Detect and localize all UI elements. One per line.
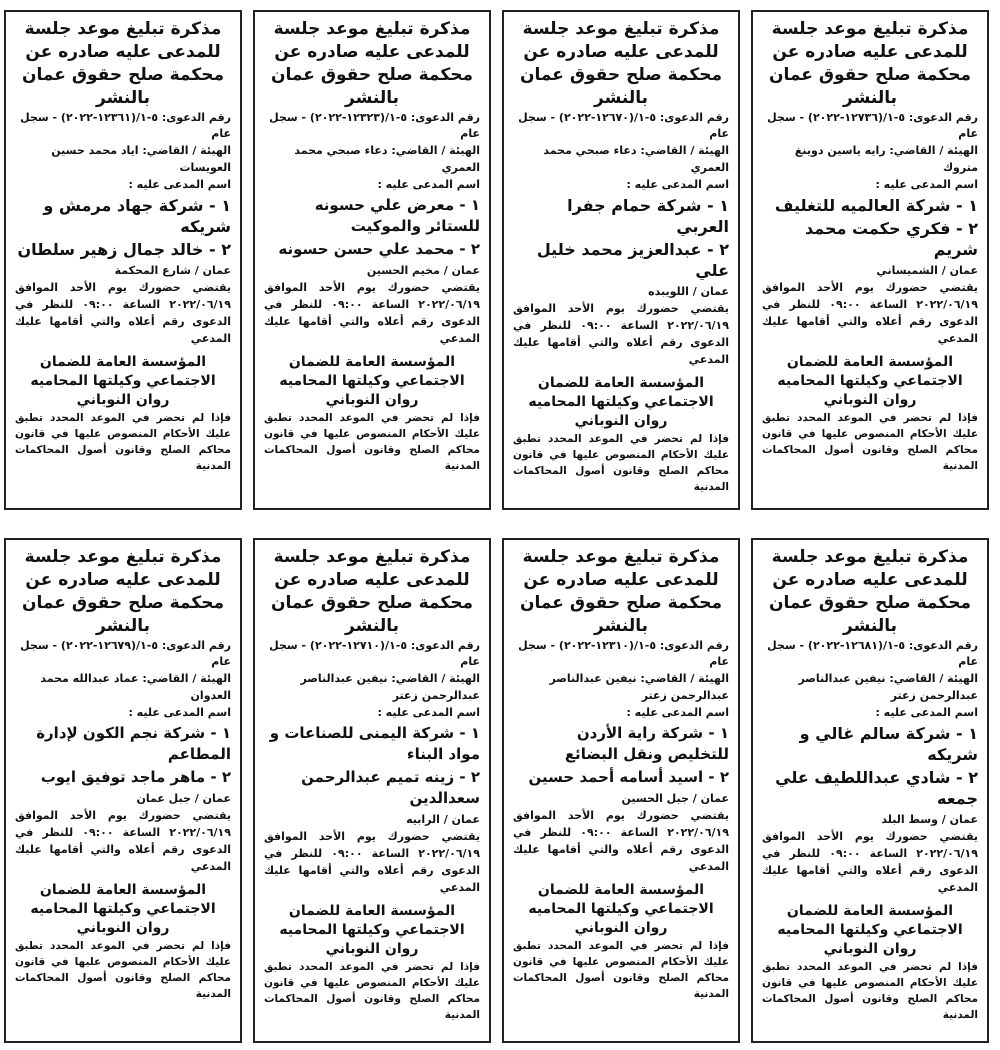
notice-card (253, 538, 491, 1043)
defendant-1: ١ - شركة راية الأردن للتخليص ونقل البضائع (564, 724, 729, 763)
defendant-2: ٢ - خالد جمال زهير سلطان (17, 240, 231, 259)
address: عمان / مخيم الحسين (366, 264, 480, 277)
defendant-1: ١ - شركة جهاد مرمش و شريكه (43, 196, 231, 236)
summons-text: يقتضي حضورك يوم الأحد الموافق ٢٠٢٢/٠٦/١٩ الساعة ٠٩:٠٠ للنظر في الدعوى رقم أعلاه والتي أقامها عليك المدعي (264, 281, 480, 345)
defendant-label: اسم المدعى عليه : (626, 706, 729, 719)
judge: الهيئة / القاضي: نيفين عبدالناصر عبدالرحمن زعتر (798, 672, 978, 702)
summons-text: يقتضي حضورك يوم الأحد الموافق ٢٠٢٢/٠٦/١٩ الساعة ٠٩:٠٠ للنظر في الدعوى رقم أعلاه والتي أقامها عليك المدعي (264, 830, 480, 894)
case-number: رقم الدعوى: ٥-١/(١٢٦٨١-٢٠٢٢) - سجل عام (767, 639, 978, 668)
notice-title: مذكرة تبليغ موعد جلسة للمدعى عليه صادره عن محكمة صلح حقوق عمان بالنشر (520, 19, 722, 108)
notice-card (4, 10, 242, 510)
warning-text: فإذا لم تحضر في الموعد المحدد تطبق عليك الأحكام المنصوص عليها في قانون محاكم الصلح وقانون أصول المحاكمات المدنية (513, 433, 729, 493)
case-number: رقم الدعوى: ٥-١/(١٢٣١٠-٢٠٢٢) - سجل عام (518, 639, 729, 668)
case-number: رقم الدعوى: ٥-١/(١٢٧١٠-٢٠٢٢) - سجل عام (269, 639, 480, 668)
notice-title: مذكرة تبليغ موعد جلسة للمدعى عليه صادره عن محكمة صلح حقوق عمان بالنشر (769, 547, 971, 636)
plaintiff: المؤسسة العامة للضمان الاجتماعي وكيلتها المحاميه روان النوباني (30, 354, 216, 408)
judge: الهيئة / القاضي: اياد محمد حسين العويسات (51, 144, 231, 174)
judge: الهيئة / القاضي: دعاء صبحي محمد العمري (294, 144, 480, 174)
address: عمان / شارع المحكمة (114, 264, 231, 277)
judge: الهيئة / القاضي: نيفين عبدالناصر عبدالرحمن زعتر (549, 672, 729, 702)
defendant-1: ١ - معرض علي حسونه للستائر والموكيت (314, 196, 480, 235)
notice-card (253, 10, 491, 510)
defendant-label: اسم المدعى عليه : (128, 706, 231, 719)
summons-text: يقتضي حضورك يوم الأحد الموافق ٢٠٢٢/٠٦/١٩ الساعة ٠٩:٠٠ للنظر في الدعوى رقم أعلاه والتي أقامها عليك المدعي (15, 281, 231, 345)
defendant-1: ١ - شركة اليمنى للصناعات و مواد البناء (269, 724, 480, 763)
notice-card (502, 10, 740, 510)
address: عمان / وسط البلد (881, 813, 978, 826)
address: عمان / الشميساني (876, 264, 978, 277)
warning-text: فإذا لم تحضر في الموعد المحدد تطبق عليك الأحكام المنصوص عليها في قانون محاكم الصلح وقانون أصول المحاكمات المدنية (15, 412, 231, 472)
defendant-label: اسم المدعى عليه : (626, 178, 729, 191)
plaintiff: المؤسسة العامة للضمان الاجتماعي وكيلتها المحاميه روان النوباني (279, 903, 465, 957)
defendant-1: ١ - شركة سالم غالي و شريكه (799, 724, 978, 764)
defendant-label: اسم المدعى عليه : (377, 706, 480, 719)
address: عمان / الرابيه (406, 813, 480, 826)
defendant-label: اسم المدعى عليه : (875, 178, 978, 191)
summons-text: يقتضي حضورك يوم الأحد الموافق ٢٠٢٢/٠٦/١٩ الساعة ٠٩:٠٠ للنظر في الدعوى رقم أعلاه والتي أقامها عليك المدعي (15, 809, 231, 873)
defendant-1: ١ - شركة العالميه للتغليف (774, 196, 978, 215)
plaintiff: المؤسسة العامة للضمان الاجتماعي وكيلتها المحاميه روان النوباني (279, 354, 465, 408)
judge: الهيئة / القاضي: نيفين عبدالناصر عبدالرحمن زعتر (300, 672, 480, 702)
judge: الهيئة / القاضي: رايه ياسين دوينغ متروك (794, 144, 978, 174)
notice-card (751, 538, 989, 1043)
defendant-label: اسم المدعى عليه : (128, 178, 231, 191)
notice-card (4, 538, 242, 1043)
defendant-1: ١ - شركة حمام جفرا العربي (567, 196, 729, 236)
defendant-2: ٢ - محمد علي حسن حسونه (278, 240, 480, 258)
defendant-2: ٢ - ماهر ماجد توفيق ايوب (40, 768, 231, 786)
case-number: رقم الدعوى: ٥-١/(١٢٦٧٩-٢٠٢٢) - سجل عام (20, 639, 231, 668)
case-number: رقم الدعوى: ٥-١/(١٢٧٣٦-٢٠٢٢) - سجل عام (767, 111, 978, 140)
plaintiff: المؤسسة العامة للضمان الاجتماعي وكيلتها المحاميه روان النوباني (528, 882, 714, 936)
notice-title: مذكرة تبليغ موعد جلسة للمدعى عليه صادره عن محكمة صلح حقوق عمان بالنشر (22, 19, 224, 108)
address: عمان / اللويبده (648, 285, 729, 298)
notice-title: مذكرة تبليغ موعد جلسة للمدعى عليه صادره عن محكمة صلح حقوق عمان بالنشر (520, 547, 722, 636)
warning-text: فإذا لم تحضر في الموعد المحدد تطبق عليك الأحكام المنصوص عليها في قانون محاكم الصلح وقانون أصول المحاكمات المدنية (513, 940, 729, 1000)
defendant-label: اسم المدعى عليه : (377, 178, 480, 191)
warning-text: فإذا لم تحضر في الموعد المحدد تطبق عليك الأحكام المنصوص عليها في قانون محاكم الصلح وقانون أصول المحاكمات المدنية (762, 961, 978, 1021)
warning-text: فإذا لم تحضر في الموعد المحدد تطبق عليك الأحكام المنصوص عليها في قانون محاكم الصلح وقانون أصول المحاكمات المدنية (762, 412, 978, 472)
plaintiff: المؤسسة العامة للضمان الاجتماعي وكيلتها المحاميه روان النوباني (777, 903, 963, 957)
case-number: رقم الدعوى: ٥-١/(١٢٣٢٣-٢٠٢٢) - سجل عام (269, 111, 480, 140)
address: عمان / جبل عمان (136, 792, 231, 805)
warning-text: فإذا لم تحضر في الموعد المحدد تطبق عليك الأحكام المنصوص عليها في قانون محاكم الصلح وقانون أصول المحاكمات المدنية (264, 412, 480, 472)
defendant-label: اسم المدعى عليه : (875, 706, 978, 719)
notice-title: مذكرة تبليغ موعد جلسة للمدعى عليه صادره عن محكمة صلح حقوق عمان بالنشر (271, 19, 473, 108)
defendant-1: ١ - شركة نجم الكون لإدارة المطاعم (36, 724, 231, 763)
address: عمان / جبل الحسين (621, 792, 729, 805)
warning-text: فإذا لم تحضر في الموعد المحدد تطبق عليك الأحكام المنصوص عليها في قانون محاكم الصلح وقانون أصول المحاكمات المدنية (264, 961, 480, 1021)
notice-card (502, 538, 740, 1043)
judge: الهيئة / القاضي: عماد عبدالله محمد العدوان (40, 672, 231, 702)
defendant-2: ٢ - شادي عبداللطيف علي جمعه (775, 768, 978, 808)
summons-text: يقتضي حضورك يوم الأحد الموافق ٢٠٢٢/٠٦/١٩ الساعة ٠٩:٠٠ للنظر في الدعوى رقم أعلاه والتي أقامها عليك المدعي (762, 830, 978, 894)
warning-text: فإذا لم تحضر في الموعد المحدد تطبق عليك الأحكام المنصوص عليها في قانون محاكم الصلح وقانون أصول المحاكمات المدنية (15, 940, 231, 1000)
notice-title: مذكرة تبليغ موعد جلسة للمدعى عليه صادره عن محكمة صلح حقوق عمان بالنشر (769, 19, 971, 108)
defendant-2: ٢ - زينه تميم عبدالرحمن سعدالدين (301, 768, 480, 807)
notice-title: مذكرة تبليغ موعد جلسة للمدعى عليه صادره عن محكمة صلح حقوق عمان بالنشر (22, 547, 224, 636)
plaintiff: المؤسسة العامة للضمان الاجتماعي وكيلتها المحاميه روان النوباني (528, 375, 714, 429)
notice-card (751, 10, 989, 510)
summons-text: يقتضي حضورك يوم الأحد الموافق ٢٠٢٢/٠٦/١٩ الساعة ٠٩:٠٠ للنظر في الدعوى رقم أعلاه والتي أقامها عليك المدعي (513, 302, 729, 366)
summons-text: يقتضي حضورك يوم الأحد الموافق ٢٠٢٢/٠٦/١٩ الساعة ٠٩:٠٠ للنظر في الدعوى رقم أعلاه والتي أقامها عليك المدعي (513, 809, 729, 873)
defendant-2: ٢ - فكري حكمت محمد شريم (805, 219, 978, 259)
case-number: رقم الدعوى: ٥-١/(١٢٣٦١-٢٠٢٢) - سجل عام (20, 111, 231, 140)
summons-text: يقتضي حضورك يوم الأحد الموافق ٢٠٢٢/٠٦/١٩ الساعة ٠٩:٠٠ للنظر في الدعوى رقم أعلاه والتي أقامها عليك المدعي (762, 281, 978, 345)
judge: الهيئة / القاضي: دعاء صبحي محمد العمري (543, 144, 729, 174)
plaintiff: المؤسسة العامة للضمان الاجتماعي وكيلتها المحاميه روان النوباني (30, 882, 216, 936)
plaintiff: المؤسسة العامة للضمان الاجتماعي وكيلتها المحاميه روان النوباني (777, 354, 963, 408)
case-number: رقم الدعوى: ٥-١/(١٢٦٧٠-٢٠٢٢) - سجل عام (518, 111, 729, 140)
defendant-2: ٢ - عبدالعزيز محمد خليل علي (536, 240, 729, 280)
notice-title: مذكرة تبليغ موعد جلسة للمدعى عليه صادره عن محكمة صلح حقوق عمان بالنشر (271, 547, 473, 636)
defendant-2: ٢ - اسيد أسامه أحمد حسين (528, 768, 729, 786)
